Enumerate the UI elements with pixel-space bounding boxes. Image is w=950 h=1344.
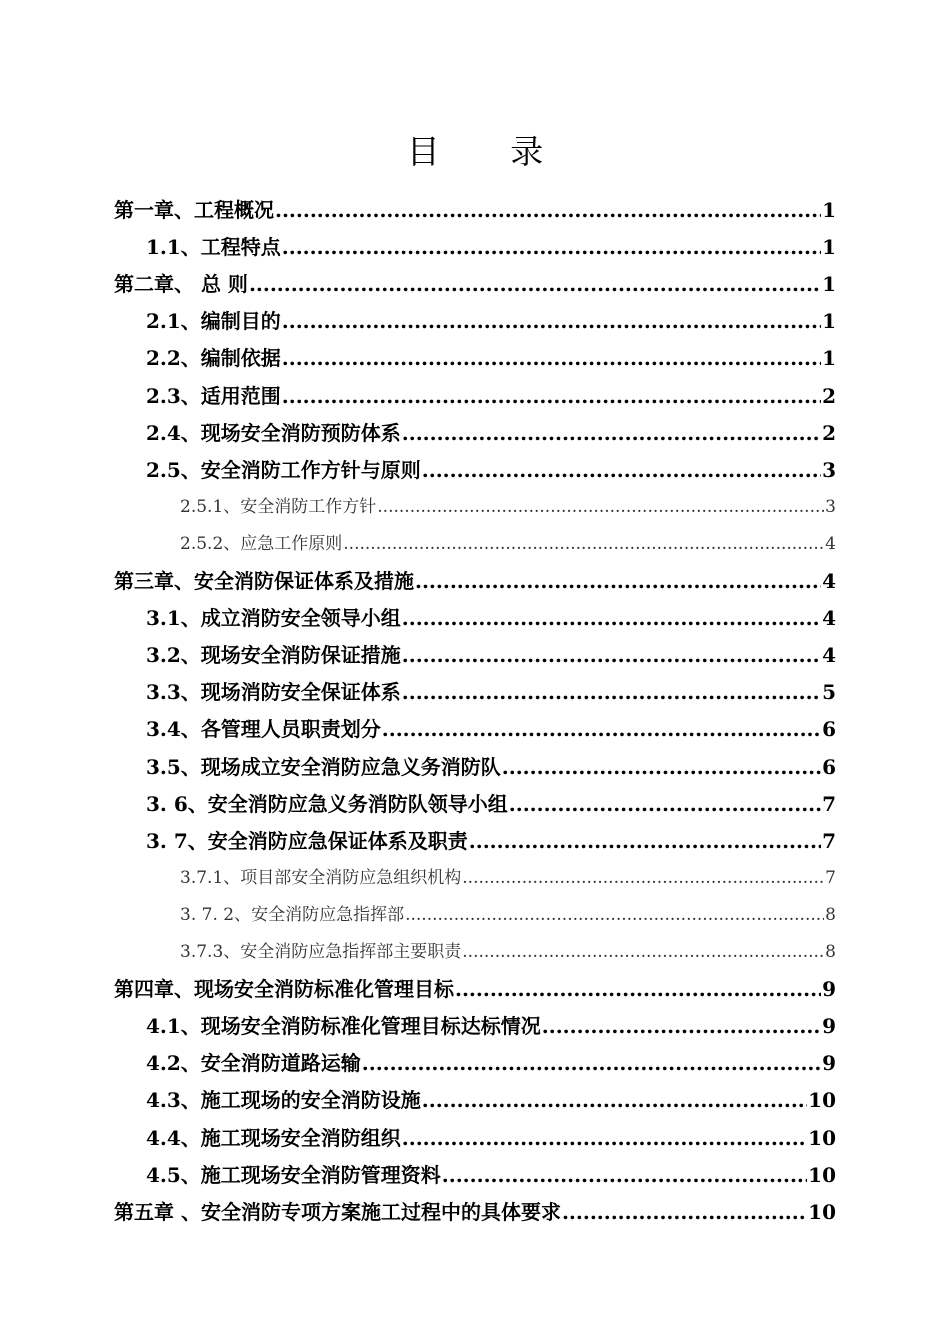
toc-page-number: 7 [825, 867, 836, 888]
toc-entry[interactable] [146, 381, 836, 411]
toc-dot-leader [542, 1011, 821, 1041]
toc-page-number: 1 [822, 309, 836, 334]
toc-entry[interactable] [146, 232, 836, 262]
toc-page-number: 9 [822, 1051, 836, 1076]
toc-dot-leader [282, 306, 821, 336]
toc-entry-label: 3.2、现场安全消防保证措施 [146, 643, 401, 668]
toc-dot-leader [415, 566, 821, 596]
toc-page-number: 9 [822, 977, 836, 1002]
toc-page-number: 1 [822, 272, 836, 297]
toc-dot-leader [402, 1123, 807, 1153]
toc-page-number: 3 [825, 496, 836, 517]
toc-page-number: 10 [808, 1162, 836, 1187]
toc-dot-leader [509, 789, 821, 819]
toc-entry[interactable] [180, 492, 836, 522]
toc-title: 目 录 [406, 132, 574, 171]
toc-dot-leader [462, 863, 824, 893]
toc-page-number: 4 [822, 606, 836, 631]
toc-dot-leader [469, 826, 821, 856]
toc-entry-label: 3. 7、安全消防应急保证体系及职责 [146, 828, 468, 853]
toc-entry-label: 3. 6、安全消防应急义务消防队领导小组 [146, 791, 508, 816]
toc-dot-leader [282, 343, 821, 373]
toc-entry[interactable] [180, 900, 836, 930]
toc-page-number: 3 [822, 457, 836, 482]
toc-page-number: 6 [822, 717, 836, 742]
toc-entry[interactable] [146, 640, 836, 670]
toc-entry[interactable] [114, 974, 836, 1004]
toc-entry-label: 3. 7. 2、安全消防应急指挥部 [180, 904, 405, 925]
toc-dot-leader [502, 752, 821, 782]
toc-dot-leader [562, 1197, 807, 1227]
toc-page-number: 1 [822, 198, 836, 222]
toc-page-number: 9 [822, 1014, 836, 1039]
toc-entry[interactable] [146, 1048, 836, 1078]
toc-entry-label: 第五章 、安全消防专项方案施工过程中的具体要求 [114, 1199, 561, 1224]
toc-entry-label: 第三章、安全消防保证体系及措施 [114, 569, 414, 593]
toc-dot-leader [442, 1160, 807, 1190]
toc-entry-label: 1.1、工程特点 [146, 235, 281, 260]
toc-entry[interactable] [146, 603, 836, 633]
toc-dot-leader [275, 195, 821, 225]
toc-dot-leader [343, 529, 824, 559]
toc-entry[interactable] [114, 566, 836, 596]
toc-dot-leader [405, 900, 824, 930]
toc-entry[interactable] [146, 1011, 836, 1041]
toc-dot-leader [249, 269, 821, 299]
toc-page-number: 8 [825, 942, 836, 962]
toc-dot-leader [282, 232, 821, 262]
toc-entry[interactable] [146, 306, 836, 336]
toc-page-number: 7 [822, 791, 836, 816]
toc-dot-leader [402, 603, 821, 633]
toc-dot-leader [377, 492, 824, 522]
toc-entry-label: 3.7.3、安全消防应急指挥部主要职责 [180, 942, 462, 962]
toc-entry[interactable] [146, 455, 836, 485]
toc-entry-label: 2.3、适用范围 [146, 383, 281, 408]
toc-entry[interactable] [146, 677, 836, 707]
toc-entry-label: 3.3、现场消防安全保证体系 [146, 680, 401, 705]
toc-entry-label: 2.1、编制目的 [146, 309, 281, 334]
toc-entry[interactable] [146, 1123, 836, 1153]
toc-entry-label: 2.5.1、安全消防工作方针 [180, 496, 377, 517]
toc-entry-label: 第二章、 总 则 [114, 272, 248, 297]
toc-entry[interactable] [146, 418, 836, 448]
toc-entry[interactable] [114, 1197, 836, 1227]
toc-entry-label: 第四章、现场安全消防标准化管理目标 [114, 977, 454, 1002]
toc-entry[interactable] [180, 937, 836, 967]
toc-dot-leader [402, 677, 821, 707]
toc-page-number: 4 [822, 569, 836, 593]
toc-dot-leader [282, 381, 821, 411]
toc-page-number: 10 [808, 1199, 836, 1224]
toc-dot-leader [422, 455, 821, 485]
toc-page-number: 1 [822, 346, 836, 371]
toc-page-number: 7 [822, 828, 836, 853]
toc-page-number: 4 [822, 643, 836, 668]
toc-entry-label: 4.4、施工现场安全消防组织 [146, 1125, 401, 1150]
toc-entry-label: 3.1、成立消防安全领导小组 [146, 606, 401, 631]
toc-page-number: 8 [825, 904, 836, 925]
toc-entry[interactable] [114, 269, 836, 299]
toc-entry-label: 2.5.2、应急工作原则 [180, 533, 343, 554]
toc-dot-leader [402, 418, 821, 448]
toc-entry[interactable] [180, 529, 836, 559]
toc-page-number: 6 [822, 754, 836, 779]
toc-page-number: 4 [825, 533, 836, 554]
toc-page-number: 10 [808, 1125, 836, 1150]
toc-entry-label: 3.5、现场成立安全消防应急义务消防队 [146, 754, 501, 779]
toc-entry[interactable] [146, 789, 836, 819]
toc-entry-label: 4.5、施工现场安全消防管理资料 [146, 1162, 441, 1187]
toc-dot-leader [422, 1085, 807, 1115]
toc-entry-label: 4.3、施工现场的安全消防设施 [146, 1088, 421, 1113]
toc-entry[interactable] [146, 826, 836, 856]
toc-entry-label: 4.2、安全消防道路运输 [146, 1051, 361, 1076]
toc-entry[interactable] [146, 1085, 836, 1115]
toc-page-number: 10 [808, 1088, 836, 1113]
toc-page-number: 5 [822, 680, 836, 705]
toc-entry[interactable] [146, 752, 836, 782]
toc-entry[interactable] [146, 343, 836, 373]
toc-page-number: 2 [822, 420, 836, 445]
toc-dot-leader [362, 1048, 821, 1078]
toc-dot-leader [462, 937, 824, 967]
toc-entry-label: 2.5、安全消防工作方针与原则 [146, 457, 421, 482]
toc-entry-label: 第一章、工程概况 [114, 198, 274, 222]
toc-entry-label: 3.7.1、项目部安全消防应急组织机构 [180, 867, 462, 888]
toc-entry[interactable] [114, 195, 836, 225]
toc-entry-label: 2.2、编制依据 [146, 346, 281, 371]
toc-dot-leader [455, 974, 821, 1004]
toc-entry[interactable] [180, 863, 836, 893]
toc-dot-leader [402, 640, 821, 670]
toc-entry[interactable] [146, 714, 836, 744]
toc-entry-label: 2.4、现场安全消防预防体系 [146, 420, 401, 445]
toc-page-number: 2 [822, 383, 836, 408]
toc-entry[interactable] [146, 1160, 836, 1190]
toc-dot-leader [382, 714, 821, 744]
toc-entry-label: 4.1、现场安全消防标准化管理目标达标情况 [146, 1014, 541, 1039]
toc-page-number: 1 [822, 235, 836, 260]
toc-entry-label: 3.4、各管理人员职责划分 [146, 717, 381, 742]
